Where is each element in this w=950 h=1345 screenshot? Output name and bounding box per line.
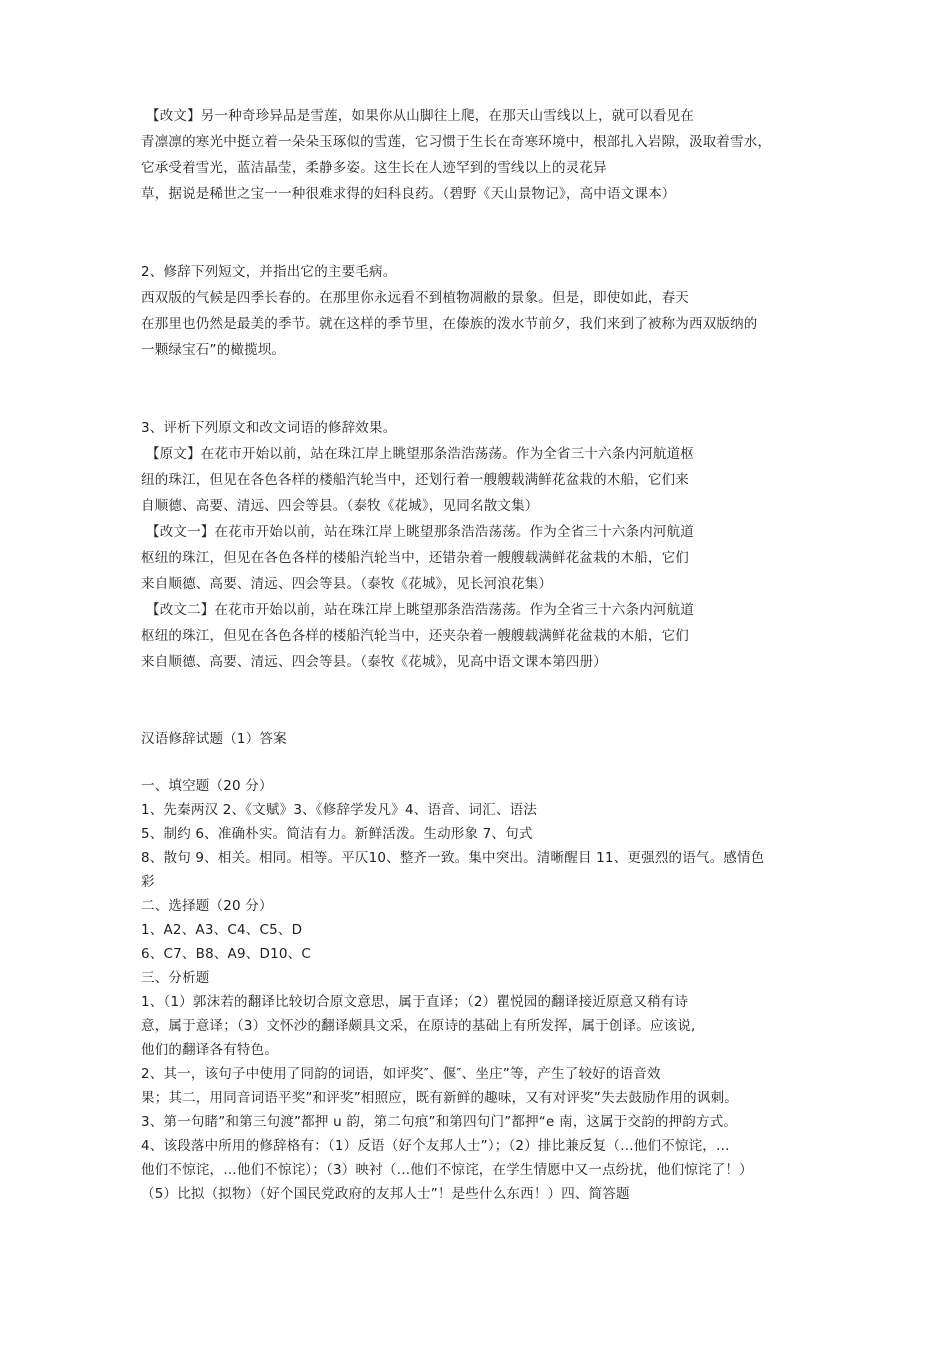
answers-line-3: 5、制约 6、准确朴实。简洁有力。新鲜活泼。生动形象 7、句式 [141, 826, 533, 842]
section1-line-4: 草，据说是稀世之宝一一种很难求得的妇科良药。（碧野《天山景物记》，高中语文课本） [141, 186, 676, 202]
section3-line-7: 来自顺德、高要、清远、四会等县。（泰牧《花城》，见长河浪花集） [141, 576, 553, 592]
section2-question: 2、修辞下列短文，并指出它的主要毛病。 [141, 264, 397, 280]
section2-line-4: 一颗绿宝石”的橄揽坝。 [141, 342, 286, 358]
section3-line-3: 纽的珠江，但见在各色各样的楼船汽轮当中，还划行着一艘艘载满鲜花盆栽的木船，它们来 [141, 472, 689, 488]
answers-line-6: 二、选择题（20 分） [141, 898, 273, 914]
section3-line-9: 枢纽的珠江，但见在各色各样的楼船汽轮当中，还夹杂着一艘艘载满鲜花盆栽的木船，它们 [141, 628, 689, 644]
answers-line-7: 1、A2、A3、C4、C5、D [141, 922, 303, 938]
section2-line-2: 西双版的气候是四季长春的。在那里你永远看不到植物凋敝的景象。但是，即使如此，春天 [141, 290, 689, 306]
answers-line-15: 3、第一句睹”和第三句渡”都押 u 韵，第二句痕”和第四句门”都押“e 南，这属于交韵的押韵方式。 [141, 1114, 738, 1130]
section1-line-1: 【改文】另一种奇珍异品是雪莲，如果你从山脚往上爬，在那天山雪线以上，就可以看见在 [146, 108, 694, 124]
section1-line-3: 它承受着雪光，蓝洁晶莹，柔静多姿。这生长在人迹罕到的雪线以上的灵花异 [141, 160, 607, 176]
answers-line-4: 8、散句 9、相关。相同。相等。平仄10、整齐一致。集中突出。清晰醒目 11、更强烈的语气。感情色 [141, 850, 765, 866]
answers-line-5: 彩 [141, 874, 155, 890]
section3-line-10: 来自顺德、高要、清远、四会等县。（泰牧《花城》，见高中语文课本第四册） [141, 654, 607, 670]
answers-title: 汉语修辞试题（1）答案 [141, 731, 287, 747]
section3-line-2: 【原文】在花市开始以前，站在珠江岸上眺望那条浩浩荡荡。作为全省三十六条内河航道枢 [146, 446, 694, 462]
section3-line-5: 【改文一】在花市开始以前，站在珠江岸上眺望那条浩浩荡荡。作为全省三十六条内河航道 [146, 524, 694, 540]
answers-line-1: 一、填空题（20 分） [141, 778, 273, 794]
answers-line-10: 1、（1）郭沫若的翻译比较切合原文意思，属于直译；（2）瞿悦园的翻译接近原意又稍有诗 [141, 994, 689, 1010]
section2-line-3: 在那里也仍然是最美的季节。就在这样的季节里，在傣族的泼水节前夕，我们来到了被称为西双版纳的 [141, 316, 758, 332]
answers-line-17: 他们不惊诧，…他们不惊诧）；（3）映衬（…他们不惊诧，在学生情愿中又一点纷扰，他们惊诧了！） [141, 1162, 753, 1178]
answers-line-12: 他们的翻译各有特色。 [141, 1042, 278, 1058]
answers-line-13: 2、其一，该句子中使用了同韵的词语，如评奖″、偃″、坐庄”等，产生了较好的语音效 [141, 1066, 661, 1082]
answers-line-14: 果；其二，用同音词语平奖”和评奖”相照应，既有新鲜的趣味，又有对评奖”失去鼓励作用的讽刺。 [141, 1090, 738, 1106]
answers-line-9: 三、分析题 [141, 970, 210, 986]
answers-line-2: 1、先秦两汉 2、《文赋》3、《修辞学发凡》4、语音、词汇、语法 [141, 802, 538, 818]
answers-line-18: （5）比拟（拟物）（好个国民党政府的友邦人士”！是些什么东西！）四、简答题 [141, 1186, 630, 1202]
section1-line-2: 青凛凛的寒光中挺立着一朵朵玉琢似的雪莲，它习惯于生长在奇寒环境中，根部扎入岩隙，汲取着雪水， [141, 134, 772, 150]
section3-line-6: 枢纽的珠江，但见在各色各样的楼船汽轮当中，还错杂着一艘艘载满鲜花盆栽的木船，它们 [141, 550, 689, 566]
section3-line-4: 自顺德、高要、清远、四会等县。（泰牧《花城》，见同名散文集） [141, 498, 539, 514]
answers-line-8: 6、C7、B8、A9、D10、C [141, 946, 311, 962]
section3-line-8: 【改文二】在花市开始以前，站在珠江岸上眺望那条浩浩荡荡。作为全省三十六条内河航道 [146, 602, 694, 618]
answers-line-11: 意，属于意译；（3）文怀沙的翻译颇具文采，在原诗的基础上有所发挥，属于创译。应该说, [141, 1018, 696, 1034]
answers-line-16: 4、该段落中所用的修辞格有：（1）反语（好个友邦人士”）；（2）排比兼反复（…他们不惊诧，… [141, 1138, 730, 1154]
section3-question: 3、评析下列原文和改文词语的修辞效果。 [141, 420, 397, 436]
